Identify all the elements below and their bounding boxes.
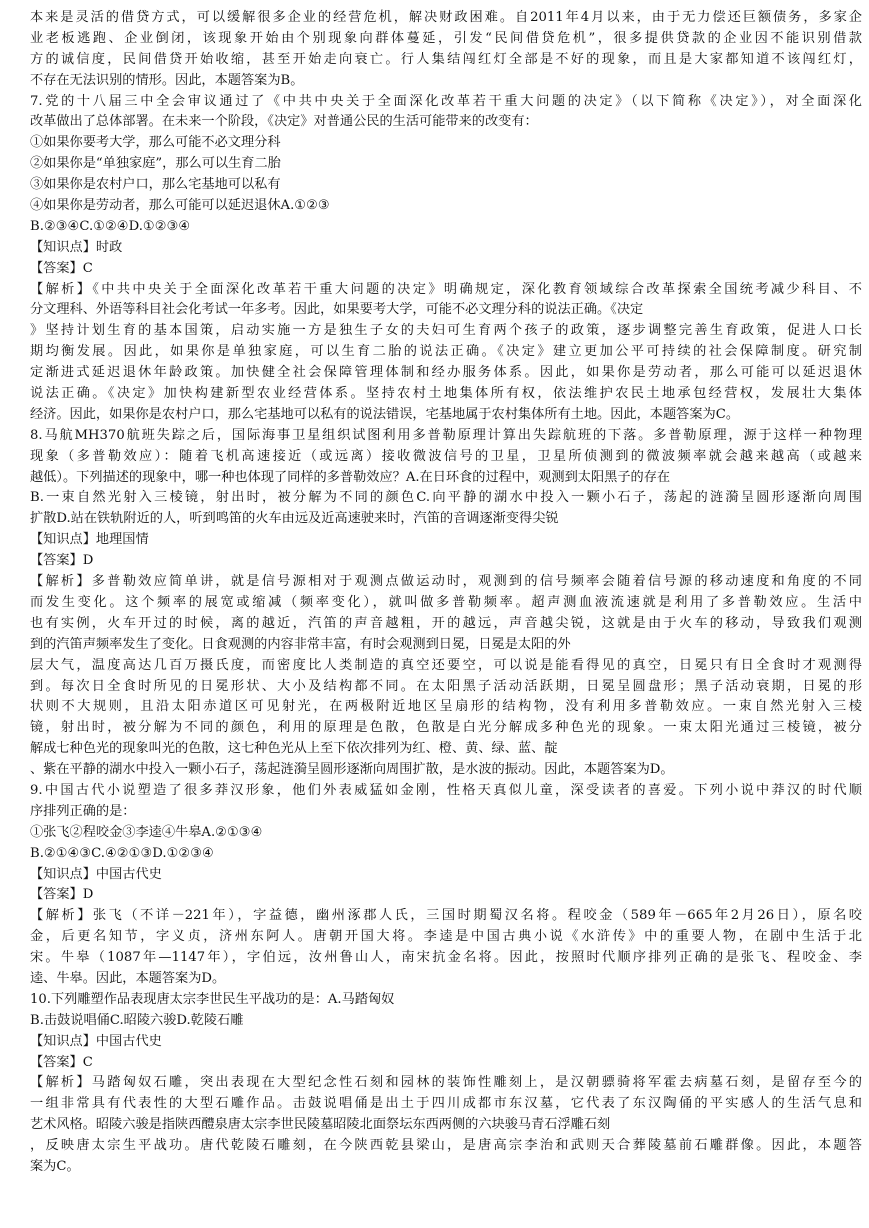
text-line: 逵、牛皋。因此，本题答案为D。: [30, 970, 226, 986]
text-line: ③如果你是农村户口，那么宅基地可以私有: [30, 177, 281, 193]
text-line: 【答案】D: [30, 553, 94, 569]
document-body: [30, 8, 862, 1178]
text-line: 经济。因此，如果你是农村户口，那么宅基地可以私有的说法错误，宅基地属于农村集体所有土地。因此，本题答案为C。: [30, 406, 740, 422]
text-line: 方的诚信度，民间借贷开始收缩，甚至开始走向衰亡。行人集结闯红灯全部是不好的现象，而且是大家都知道不该闯红灯，: [30, 51, 862, 67]
text-line: ，反映唐太宗生平战功。唐代乾陵石雕刻，在今陕西乾县梁山，是唐高宗李治和武则天合葬陵墓前石雕群像。因此，本题答: [30, 1138, 862, 1154]
text-line: 【解析】多普勒效应简单讲，就是信号源相对于观测点做运动时，观测到的信号频率会随着信号源的移动速度和角度的不同: [30, 574, 862, 590]
text-line: 案为C。: [30, 1158, 80, 1174]
text-line: 9.中国古代小说塑造了很多莽汉形象，他们外表威猛如金刚，性格天真似儿童，深受读者的喜爱。下列小说中莽汉的时代顺: [30, 782, 862, 798]
text-line: 宋。牛皋（1087年—1147年），字伯远，汝州鲁山人，南宋抗金名将。因此，按照时代顺序排列正确的是张飞、程咬金、李: [30, 950, 862, 966]
text-line: 【答案】D: [30, 887, 94, 903]
text-line: 现象（多普勒效应）：随着飞机高速接近（或远离）接收微波信号的卫星，卫星所侦测到的微波频率就会越来越高（或越来: [30, 448, 862, 464]
text-line: 越低）。下列描述的现象中，哪一种也体现了同样的多普勒效应？A.在日环食的过程中，观测到太阳黑子的存在: [30, 469, 671, 485]
text-line: ①张飞②程咬金③李逵④牛皋A.②①③④: [30, 824, 263, 840]
text-line: 期均衡发展。因此，如果你是单独家庭，可以生育二胎的说法正确。《决定》建立更加公平可持续的社会保障制度。研究制: [30, 344, 862, 360]
text-line: 【知识点】中国古代史: [30, 866, 162, 882]
text-line: 【解析】张飞（不详－221年），字益德，幽州涿郡人氏，三国时期蜀汉名将。程咬金（589年－665年2月26日），原名咬: [30, 908, 862, 924]
text-line: 到。每次日全食时所见的日冕形状、大小及结构都不同。在太阳黑子活动活跃期，日冕呈圆盘形；黑子活动衰期，日冕的形: [30, 678, 862, 694]
text-line: 状则不大规则，且沿太阳赤道区可见射光，在两极附近地区呈扇形的结构物，没有利用多普勒效应。一束自然光射入三棱: [30, 699, 862, 715]
text-line: 【知识点】地理国情: [30, 532, 149, 548]
text-line: 本来是灵活的借贷方式，可以缓解很多企业的经营危机，解决财政困难。自2011年4月以来，由于无力偿还巨额债务，多家企: [30, 10, 862, 25]
text-line: 【答案】C: [30, 260, 93, 276]
text-line: ②如果你是“单独家庭”，那么可以生育二胎: [30, 156, 281, 172]
text-line: 、紫在平静的湖水中投入一颗小石子，荡起涟漪呈圆形逐渐向周围扩散，是水波的振动。因此，本题答案为D。: [30, 762, 674, 778]
text-line: B.②①④③C.④②①③D.①②③④: [30, 845, 214, 861]
text-line: 解成七种色光的现象叫光的色散，这七种色光从上至下依次排列为红、橙、黄、绿、蓝、靛: [30, 741, 558, 757]
text-line: 【答案】C: [30, 1054, 93, 1070]
text-line: 8.马航MH370航班失踪之后，国际海事卫星组织试图利用多普勒原理计算出失踪航班的下落。多普勒原理，源于这样一种物理: [30, 427, 862, 443]
text-line: 【知识点】时政: [30, 239, 123, 255]
text-line: B.②③④C.①②④D.①②③④: [30, 218, 191, 234]
text-line: 改革做出了总体部署。在未来一个阶段，《决定》对普通公民的生活可能带来的改变有：: [30, 114, 538, 130]
text-line: ①如果你要考大学，那么可能不必文理分科: [30, 135, 281, 151]
text-line: 而发生变化。这个频率的展宽或缩减（频率变化），就叫做多普勒频率。超声测血液流速就是利用了多普勒效应。生活中: [30, 594, 862, 610]
text-line: ④如果你是劳动者，那么可能可以延迟退休A.①②③: [30, 198, 330, 214]
text-line: 层大气，温度高达几百万摄氏度，而密度比人类制造的真空还要空，可以说是能看得见的真空，日冕只有日全食时才观测得: [30, 657, 862, 673]
text-line: 说法正确。《决定》加快构建新型农业经营体系。坚持农村土地集体所有权，依法维护农民土地承包经营权，发展壮大集体: [30, 386, 862, 402]
text-line: 【解析】马踏匈奴石雕，突出表现在大型纪念性石刻和园林的装饰性雕刻上，是汉朝骠骑将军霍去病墓石刻，是留存至今的: [30, 1075, 862, 1091]
text-line: 艺术风格。昭陵六骏是指陕西醴泉唐太宗李世民陵墓昭陵北面祭坛东西两侧的六块骏马青石浮雕石刻: [30, 1117, 611, 1133]
text-line: 7.党的十八届三中全会审议通过了《中共中央关于全面深化改革若干重大问题的决定》（以下简称《决定》），对全面深化: [30, 93, 862, 109]
text-line: 一组非常具有代表性的大型石雕作品。击鼓说唱俑是出土于四川成都市东汉墓，它代表了东汉陶俑的平实感人的生活气息和: [30, 1096, 862, 1112]
text-line: 10.下列雕塑作品表现唐太宗李世民生平战功的是：A.马踏匈奴: [30, 991, 395, 1007]
text-line: 》坚持计划生育的基本国策，启动实施一方是独生子女的夫妇可生育两个孩子的政策，逐步调整完善生育政策，促进人口长: [30, 323, 862, 339]
text-line: 分文理科、外语等科目社会化考试一年多考。因此，如果要考大学，可能不必文理分科的说法正确。《决定: [30, 302, 644, 318]
text-line: 定渐进式延迟退休年龄政策。加快健全社会保障管理体制和经办服务体系。因此，如果你是劳动者，那么可能可以延迟退休: [30, 365, 862, 381]
text-line: 不存在无法识别的情形。因此，本题答案为B。: [30, 72, 304, 88]
text-line: 金，后更名知节，字义贞，济州东阿人。唐朝开国大将。李逵是中国古典小说《水浒传》中的重要人物，在剧中生活于北: [30, 929, 862, 945]
text-line: 镜，射出时，被分解为不同的颜色，利用的原理是色散，色散是白光分解成多种色光的现象。一束太阳光通过三棱镜，被分: [30, 720, 862, 736]
text-line: 到的汽笛声频率发生了变化。日食观测的内容非常丰富，有时会观测到日冕，日冕是太阳的外: [30, 636, 571, 652]
text-line: B.击鼓说唱俑C.昭陵六骏D.乾陵石雕: [30, 1012, 244, 1028]
text-line: 也有实例，火车开过的时候，离的越近，汽笛的声音越粗，开的越远，声音越尖锐，这就是由于火车的移动，导致我们观测: [30, 615, 862, 631]
text-line: 扩散D.站在铁轨附近的人，听到鸣笛的火车由远及近高速驶来时，汽笛的音调逐渐变得尖锐: [30, 511, 559, 527]
text-line: B.一束自然光射入三棱镜，射出时，被分解为不同的颜色C.向平静的湖水中投入一颗小石子，荡起的涟漪呈圆形逐渐向周围: [30, 490, 862, 506]
text-line: 【解析】《中共中央关于全面深化改革若干重大问题的决定》明确规定，深化教育领域综合改革探索全国统考减少科目、不: [30, 281, 862, 297]
text-line: 业老板逃跑、企业倒闭，该现象开始由个别现象向群体蔓延，引发“民间借贷危机”，很多提供贷款的企业因不能识别借款: [30, 30, 862, 46]
text-line: 序排列正确的是：: [30, 803, 136, 819]
text-line: 【知识点】中国古代史: [30, 1033, 162, 1049]
